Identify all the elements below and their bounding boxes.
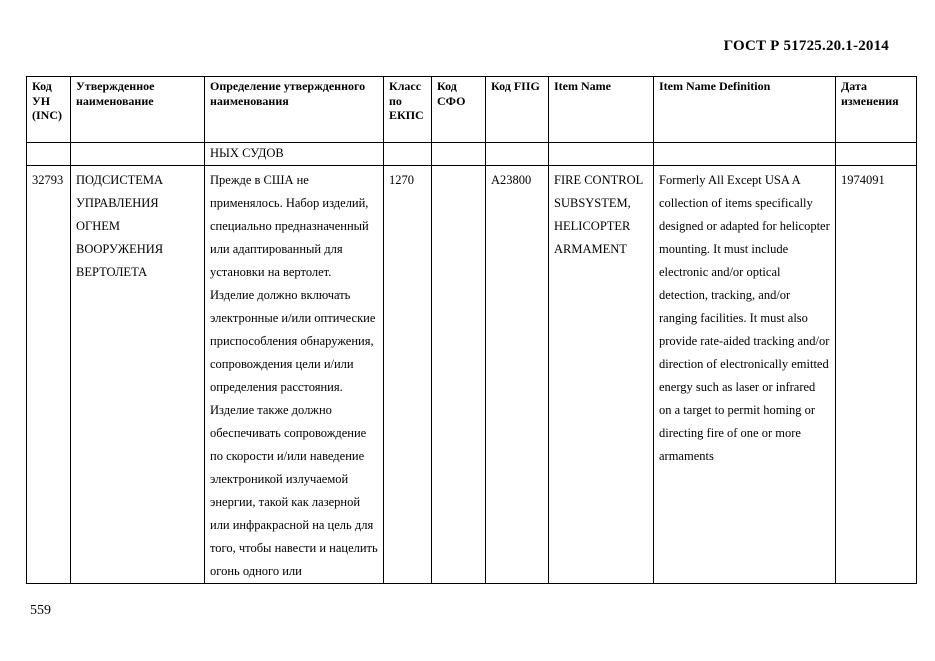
column-header-item-definition: Item Name Definition: [654, 77, 836, 143]
table-header-row: [27, 77, 917, 143]
column-header-inc: Код УН (INC): [27, 77, 71, 143]
table-cell: [549, 143, 654, 166]
table-cell: [384, 143, 432, 166]
cell-fiig: A23800: [486, 166, 549, 584]
cell-inc: 32793: [27, 166, 71, 584]
table-row-continuation: [27, 143, 917, 166]
column-header-ekps: Класс по ЕКПС: [384, 77, 432, 143]
nomenclature-table: [26, 76, 917, 584]
column-header-date: Дата изменения: [836, 77, 917, 143]
table-cell: [432, 143, 486, 166]
table-cell: [71, 143, 205, 166]
cell-date: 1974091: [836, 166, 917, 584]
column-header-definition: Определение утвержденного наименования: [205, 77, 384, 143]
table-cell: [654, 143, 836, 166]
table-cell: [486, 143, 549, 166]
table-cell: [836, 143, 917, 166]
cell-item-definition: Formerly All Except USA A collection of items specifically designed or adapted for helicopter mounting. It must include electronic and/or optical detection, tracking, and/or ranging facilities. It must also provide rate-aided tracking and/or direction of electronically emitted energy such as laser or infrared on a target to permit homing or directing fire of one or more armaments: [654, 166, 836, 584]
cell-ekps: 1270: [384, 166, 432, 584]
cell-definition-continuation: НЫХ СУДОВ: [205, 143, 384, 166]
page-number: 559: [30, 603, 51, 618]
column-header-sfo: Код СФО: [432, 77, 486, 143]
column-header-fiig: Код FIIG: [486, 77, 549, 143]
column-header-name: Утвержденное наименование: [71, 77, 205, 143]
cell-sfo: [432, 166, 486, 584]
column-header-item-name: Item Name: [549, 77, 654, 143]
table-cell: [27, 143, 71, 166]
table-row: [27, 166, 917, 584]
document-standard-number: ГОСТ Р 51725.20.1-2014: [723, 38, 889, 54]
cell-item-name: FIRE CONTROL SUBSYSTEM, HELICOPTER ARMAMENT: [549, 166, 654, 584]
cell-definition: Прежде в США не применялось. Набор изделий, специально предназначенный или адаптированный для установки на вертолет. Изделие должно включать электронные и/или оптические приспособления обнаружения, сопровождения цели и/или определения расстояния. Изделие также должно обеспечивать сопровождение по скорости и/или наведение электроникой излучаемой энергии, такой как лазерной или инфракрасной на цель для того, чтобы навести и нацелить огонь одного или: [205, 166, 384, 584]
cell-name: ПОДСИСТЕМА УПРАВЛЕНИЯ ОГНЕМ ВООРУЖЕНИЯ ВЕРТОЛЕТА: [71, 166, 205, 584]
